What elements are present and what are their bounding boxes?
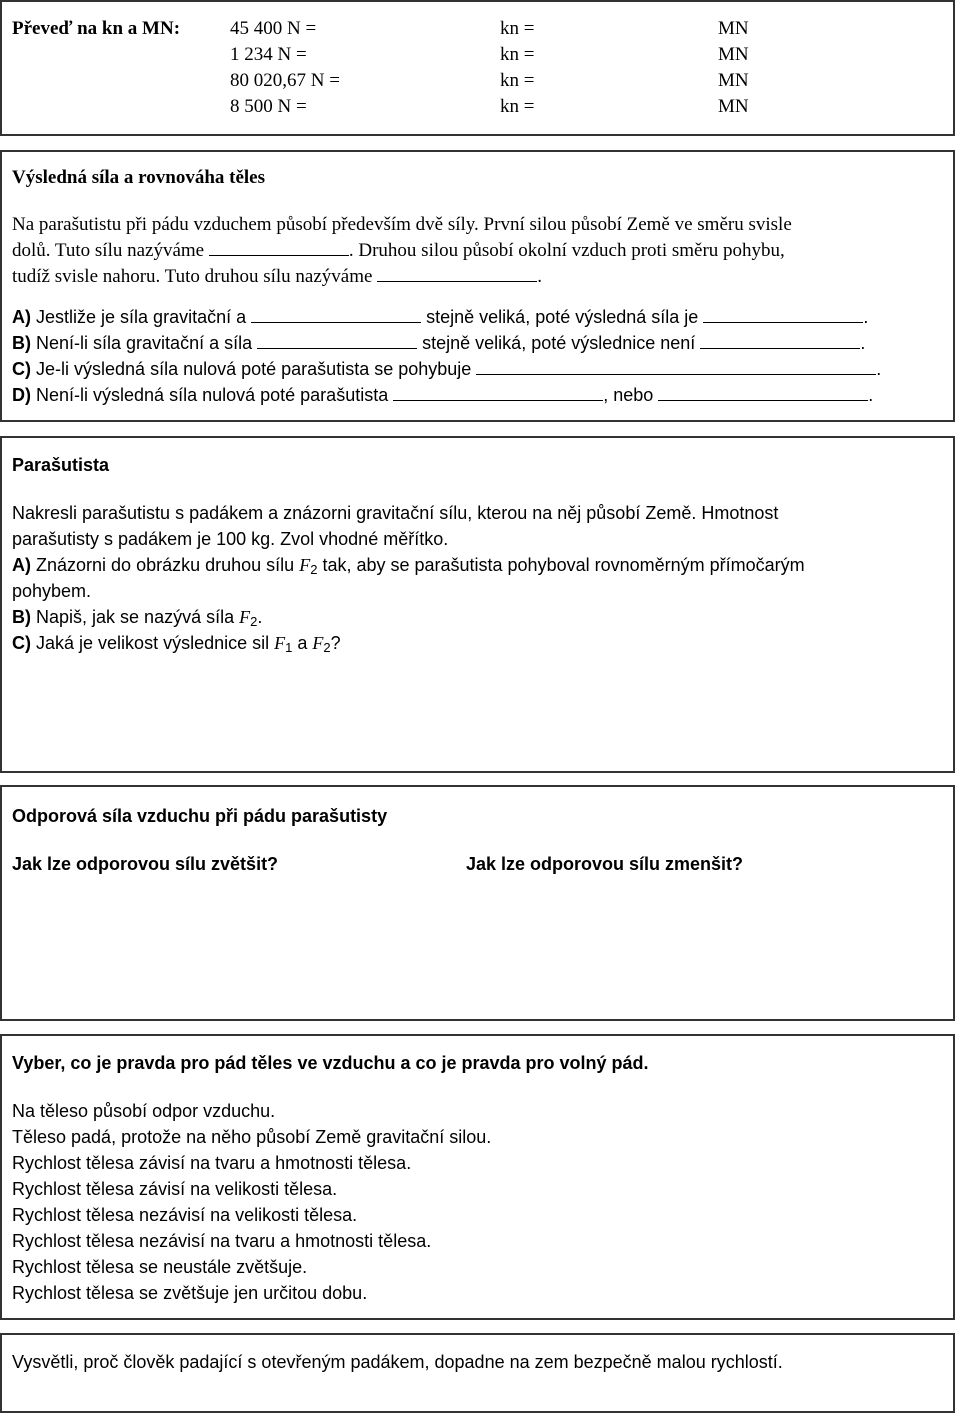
answer-blank[interactable] [703, 305, 863, 323]
parachutist-question-c: C) Jaká je velikost výslednice sil $F_1$ a $F_2$? [12, 633, 341, 655]
answer-blank[interactable] [658, 383, 868, 401]
conversion-row: MN [718, 96, 749, 117]
list-item: Rychlost tělesa nezávisí na tvaru a hmotnosti tělesa. [12, 1231, 432, 1251]
answer-blank[interactable] [476, 357, 876, 375]
conversion-row: kn = [500, 18, 535, 39]
drag-title: Odporová síla vzduchu při pádu parašutisty [12, 806, 388, 826]
list-item: Rychlost tělesa nezávisí na velikosti tělesa. [12, 1205, 358, 1225]
choose-title: Vyber, co je pravda pro pád těles ve vzduchu a co je pravda pro volný pád. [12, 1053, 649, 1073]
parachutist-question-b: B) Napiš, jak se nazývá síla $F_2$. [12, 607, 263, 629]
answer-blank[interactable] [257, 331, 417, 349]
parachutist-text: parašutisty s padákem je 100 kg. Zvol vhodné měřítko. [12, 529, 449, 549]
conversion-title: Převeď na kn a MN: [12, 18, 181, 39]
question-d: D) Není-li výsledná síla nulová poté parašutista , nebo . [12, 385, 874, 405]
resultant-paragraph: Na parašutistu při pádu vzduchem působí především dvě síly. První silou působí Země ve směru svisle [12, 214, 792, 235]
question-c: C) Je-li výsledná síla nulová poté parašutista se pohybuje . [12, 359, 882, 379]
conversion-row: 80 020,67 N = [230, 70, 340, 91]
list-item: Rychlost tělesa se neustále zvětšuje. [12, 1257, 308, 1277]
drag-increase-question: Jak lze odporovou sílu zvětšit? [12, 854, 279, 874]
conversion-row: 1 234 N = [230, 44, 307, 65]
parachutist-text: pohybem. [12, 581, 92, 601]
explain-text: Vysvětli, proč člověk padající s otevřeným padákem, dopadne na zem bezpečně malou rychlostí. [12, 1352, 783, 1372]
answer-blank[interactable] [393, 383, 603, 401]
parachutist-title: Parašutista [12, 455, 110, 475]
conversion-row: MN [718, 70, 749, 91]
parachutist-question-a: A) Znázorni do obrázku druhou sílu $F_2$ tak, aby se parašutista pohyboval rovnoměrným přímočarým [12, 555, 805, 577]
resultant-paragraph: tudíž svisle nahoru. Tuto druhou sílu nazýváme . [12, 266, 542, 287]
answer-blank[interactable] [209, 238, 349, 256]
question-b: B) Není-li síla gravitační a síla stejně veliká, poté výslednice není . [12, 333, 866, 353]
conversion-row: MN [718, 18, 749, 39]
resultant-paragraph: dolů. Tuto sílu nazýváme . Druhou silou působí okolní vzduch proti směru pohybu, [12, 240, 785, 261]
list-item: Rychlost tělesa závisí na velikosti tělesa. [12, 1179, 338, 1199]
answer-blank[interactable] [377, 264, 537, 282]
list-item: Rychlost tělesa závisí na tvaru a hmotnosti tělesa. [12, 1153, 412, 1173]
conversion-row: 45 400 N = [230, 18, 317, 39]
list-item: Na těleso působí odpor vzduchu. [12, 1101, 276, 1121]
resultant-title: Výsledná síla a rovnováha těles [12, 167, 266, 188]
conversion-row: kn = [500, 44, 535, 65]
answer-blank[interactable] [700, 331, 860, 349]
list-item: Těleso padá, protože na něho působí Země gravitační silou. [12, 1127, 492, 1147]
conversion-row: kn = [500, 70, 535, 91]
conversion-row: 8 500 N = [230, 96, 307, 117]
answer-blank[interactable] [251, 305, 421, 323]
list-item: Rychlost tělesa se zvětšuje jen určitou dobu. [12, 1283, 368, 1303]
conversion-row: MN [718, 44, 749, 65]
conversion-row: kn = [500, 96, 535, 117]
drag-decrease-question: Jak lze odporovou sílu zmenšit? [466, 854, 744, 874]
question-a: A) Jestliže je síla gravitační a stejně veliká, poté výsledná síla je . [12, 307, 869, 327]
parachutist-text: Nakresli parašutistu s padákem a znázorni gravitační sílu, kterou na něj působí Země. Hmotnost [12, 503, 779, 523]
